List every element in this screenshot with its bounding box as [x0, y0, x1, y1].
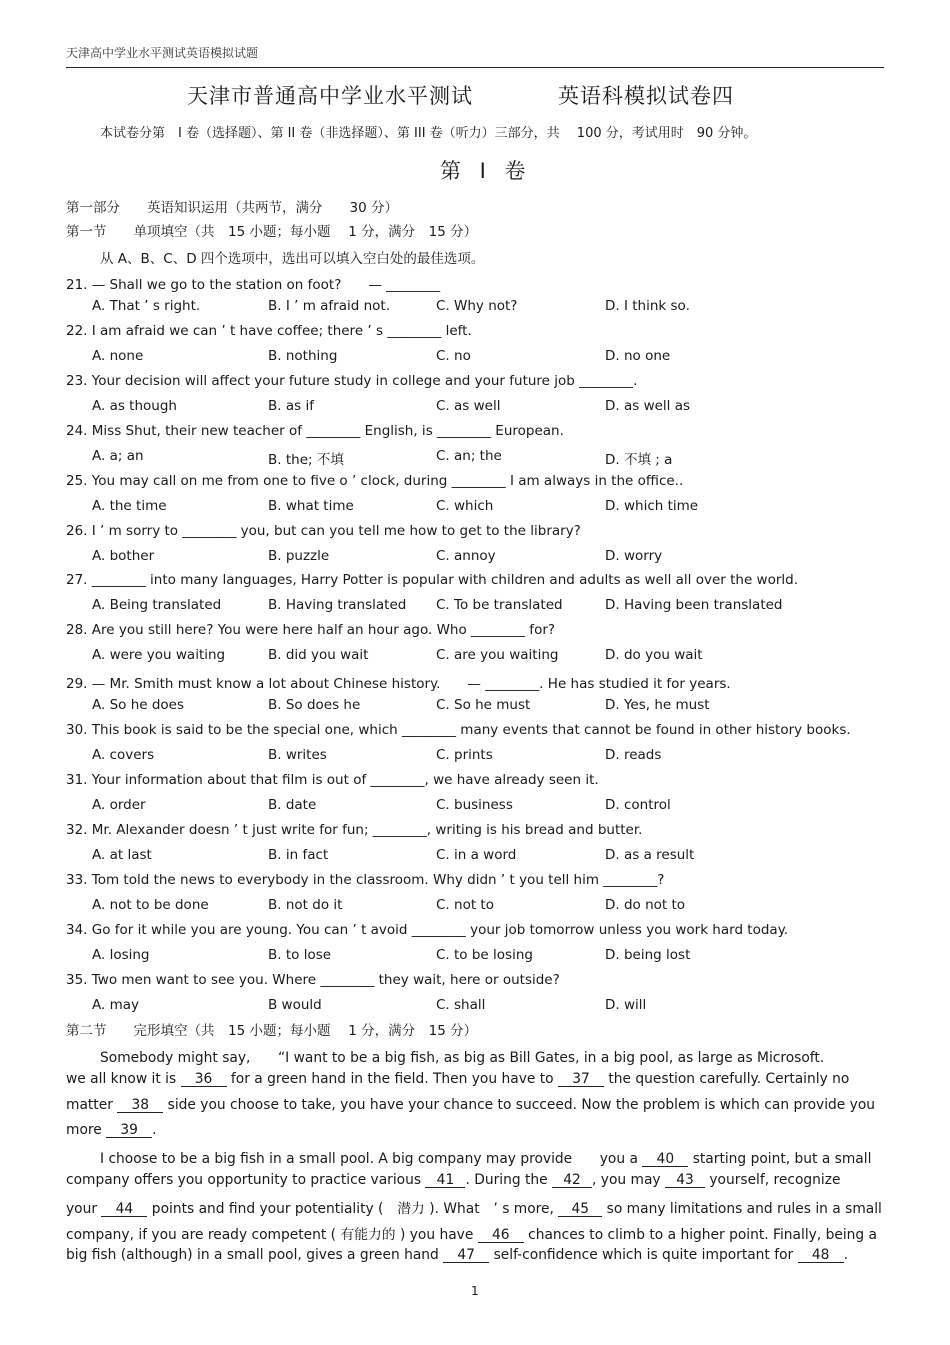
answer-option[interactable]: C. which	[436, 497, 494, 514]
question-stem: 25. You may call on me from one to five o ’ clock, during ________ I am always in the office..	[66, 472, 684, 489]
blank-37[interactable]: 37	[558, 1072, 604, 1087]
answer-option[interactable]: B. writes	[268, 747, 327, 764]
answer-option[interactable]: A. may	[92, 996, 139, 1013]
answer-option[interactable]: B. in fact	[268, 846, 329, 863]
answer-option[interactable]: C. in a word	[436, 846, 517, 863]
answer-option[interactable]: A. not to be done	[92, 896, 209, 913]
cloze-paragraph-line: company offers you opportunity to practice various 41 . During the 42 , you may 43 yourself, recognize	[66, 1172, 841, 1188]
answer-option[interactable]: A. the time	[92, 497, 167, 514]
question-stem: 33. Tom told the news to everybody in the classroom. Why didn ’ t you tell him ________?	[66, 871, 665, 888]
blank-45[interactable]: 45	[558, 1202, 602, 1217]
answer-option[interactable]: A. order	[92, 797, 146, 813]
cloze-paragraph-line: we all know it is 36 for a green hand in the field. Then you have to 37 the question carefully. Certainly no	[66, 1071, 850, 1087]
question-stem: 22. I am afraid we can ’ t have coffee; there ’ s ________ left.	[66, 322, 472, 339]
answer-option[interactable]: C. no	[436, 347, 471, 364]
blank-44[interactable]: 44	[101, 1202, 147, 1217]
answer-option[interactable]: D. reads	[605, 747, 662, 764]
answer-option[interactable]: B would	[268, 996, 322, 1013]
answer-option[interactable]: D. control	[605, 797, 671, 813]
answer-option[interactable]: A. So he does	[92, 697, 185, 714]
answer-option[interactable]: D. I think so.	[605, 298, 690, 314]
answer-option[interactable]: C. Why not?	[436, 298, 518, 314]
answer-option[interactable]: A. losing	[92, 946, 150, 963]
answer-option[interactable]: D. being lost	[605, 946, 691, 963]
answer-option[interactable]: B. I ’ m afraid not.	[268, 298, 391, 314]
exam-subtitle: 英语科模拟试卷四	[558, 84, 734, 108]
answer-option[interactable]: C. annoy	[436, 547, 496, 564]
blank-39[interactable]: 39	[106, 1123, 152, 1138]
answer-option[interactable]: A. That ’ s right.	[92, 298, 201, 314]
answer-option[interactable]: B. puzzle	[268, 547, 330, 564]
answer-option[interactable]: C. shall	[436, 996, 486, 1013]
answer-option[interactable]: A. covers	[92, 747, 155, 764]
answer-option[interactable]: D. as well as	[605, 397, 691, 414]
blank-43[interactable]: 43	[665, 1173, 705, 1188]
section-instruction: 从 A、B、C、D 四个选项中，选出可以填入空白处的最佳选项。	[100, 251, 485, 267]
cloze-paragraph-line: company, if you are ready competent ( 有能力的 ) you have 46 chances to climb to a higher point. Finally, being a	[66, 1227, 878, 1243]
answer-option[interactable]: A. at last	[92, 846, 152, 863]
answer-option[interactable]: D. Yes, he must	[605, 697, 710, 714]
answer-option[interactable]: B. to lose	[268, 946, 332, 963]
exam-intro: 本试卷分第 I 卷（选择题）、第 II 卷（非选择题）、第 III 卷（听力）三部分，共 100 分，考试用时 90 分钟。	[100, 126, 757, 141]
question-stem: 30. This book is said to be the special one, which ________ many events that cannot be found in other history books.	[66, 722, 851, 739]
question-stem: 32. Mr. Alexander doesn ’ t just write for fun; ________, writing is his bread and butter.	[66, 821, 643, 838]
blank-36[interactable]: 36	[181, 1072, 227, 1087]
answer-option[interactable]: C. are you waiting	[436, 647, 559, 664]
answer-option[interactable]: B. nothing	[268, 347, 338, 364]
answer-option[interactable]: A. none	[92, 347, 144, 364]
blank-40[interactable]: 40	[642, 1152, 688, 1167]
answer-option[interactable]: A. were you waiting	[92, 647, 226, 664]
question-stem: 28. Are you still here? You were here half an hour ago. Who ________ for?	[66, 622, 556, 639]
answer-option[interactable]: C. To be translated	[436, 597, 563, 614]
answer-option[interactable]: C. to be losing	[436, 946, 533, 963]
header-divider	[66, 67, 884, 68]
answer-option[interactable]: A. a; an	[92, 447, 144, 464]
question-stem: 34. Go for it while you are young. You can ’ t avoid ________ your job tomorrow unless you work hard today.	[66, 921, 789, 938]
blank-46[interactable]: 46	[478, 1228, 524, 1243]
answer-option[interactable]: D. Having been translated	[605, 597, 783, 614]
page-number: 1	[471, 1284, 479, 1298]
answer-option[interactable]: B. as if	[268, 397, 314, 414]
cloze-paragraph-line: more 39 .	[66, 1122, 157, 1138]
answer-option[interactable]: C. business	[436, 797, 513, 813]
answer-option[interactable]: B. what time	[268, 497, 354, 514]
answer-option[interactable]: D. as a result	[605, 846, 695, 863]
answer-option[interactable]: A. Being translated	[92, 597, 222, 614]
blank-42[interactable]: 42	[552, 1173, 592, 1188]
blank-41[interactable]: 41	[425, 1173, 465, 1188]
answer-option[interactable]: D. do you wait	[605, 647, 703, 664]
volume-title: 第 I 卷	[440, 159, 532, 183]
cloze-paragraph-line: Somebody might say, “I want to be a big fish, as big as Bill Gates, in a big pool, as large as Microsoft.	[100, 1050, 825, 1066]
blank-48[interactable]: 48	[798, 1248, 844, 1263]
cloze-paragraph-line: matter 38 side you choose to take, you have your chance to succeed. Now the problem is which can provide you	[66, 1097, 876, 1113]
question-stem: 31. Your information about that film is out of ________, we have already seen it.	[66, 772, 599, 788]
question-stem: 26. I ’ m sorry to ________ you, but can you tell me how to get to the library?	[66, 522, 581, 539]
question-stem: 35. Two men want to see you. Where ________ they wait, here or outside?	[66, 971, 560, 988]
answer-option[interactable]: B. So does he	[268, 697, 361, 714]
answer-option[interactable]: B. did you wait	[268, 647, 369, 664]
answer-option[interactable]: C. not to	[436, 896, 494, 913]
question-stem: 24. Miss Shut, their new teacher of ________ English, is ________ European.	[66, 422, 564, 439]
cloze-paragraph-line: I choose to be a big fish in a small pool. A big company may provide you a 40 starting point, but a small	[100, 1151, 872, 1167]
answer-option[interactable]: A. as though	[92, 397, 177, 414]
blank-47[interactable]: 47	[443, 1248, 489, 1263]
answer-option[interactable]: B. not do it	[268, 896, 343, 913]
answer-option[interactable]: A. bother	[92, 547, 155, 564]
answer-option[interactable]: D. do not to	[605, 896, 686, 913]
section-heading: 第一节 单项填空（共 15 小题；每小题 1 分，满分 15 分）	[66, 224, 478, 240]
question-stem: 29. — Mr. Smith must know a lot about Chinese history. — ________. He has studied it for years.	[66, 676, 731, 693]
answer-option[interactable]: D. 不填 ; a	[605, 451, 673, 468]
answer-option[interactable]: C. So he must	[436, 697, 531, 714]
answer-option[interactable]: D. which time	[605, 497, 699, 514]
answer-option[interactable]: B. Having translated	[268, 597, 407, 614]
answer-option[interactable]: C. prints	[436, 747, 493, 764]
question-stem: 23. Your decision will affect your future study in college and your future job ________.	[66, 372, 638, 389]
question-stem: 21. — Shall we go to the station on foot? — ________	[66, 277, 441, 293]
running-header: 天津高中学业水平测试英语模拟试题	[66, 46, 259, 60]
blank-38[interactable]: 38	[117, 1098, 163, 1113]
cloze-heading: 第二节 完形填空（共 15 小题；每小题 1 分，满分 15 分）	[66, 1023, 478, 1039]
answer-option[interactable]: C. as well	[436, 397, 501, 414]
cloze-paragraph-line: your 44 points and find your potentiality ( 潜力 ). What ’ s more, 45 so many limitations and rules in a small	[66, 1201, 882, 1217]
answer-option[interactable]: B. the; 不填	[268, 451, 344, 468]
part-heading: 第一部分 英语知识运用（共两节，满分 30 分）	[66, 200, 398, 216]
answer-option[interactable]: D. will	[605, 996, 647, 1013]
exam-title: 天津市普通高中学业水平测试	[187, 84, 473, 108]
answer-option[interactable]: D. worry	[605, 547, 663, 564]
answer-option[interactable]: C. an; the	[436, 447, 502, 464]
cloze-paragraph-line: big fish (although) in a small pool, gives a green hand 47 self-confidence which is quite important for 48 .	[66, 1247, 848, 1263]
answer-option[interactable]: D. no one	[605, 347, 671, 364]
answer-option[interactable]: B. date	[268, 797, 317, 813]
question-stem: 27. ________ into many languages, Harry Potter is popular with children and adults as well all over the world.	[66, 572, 798, 589]
